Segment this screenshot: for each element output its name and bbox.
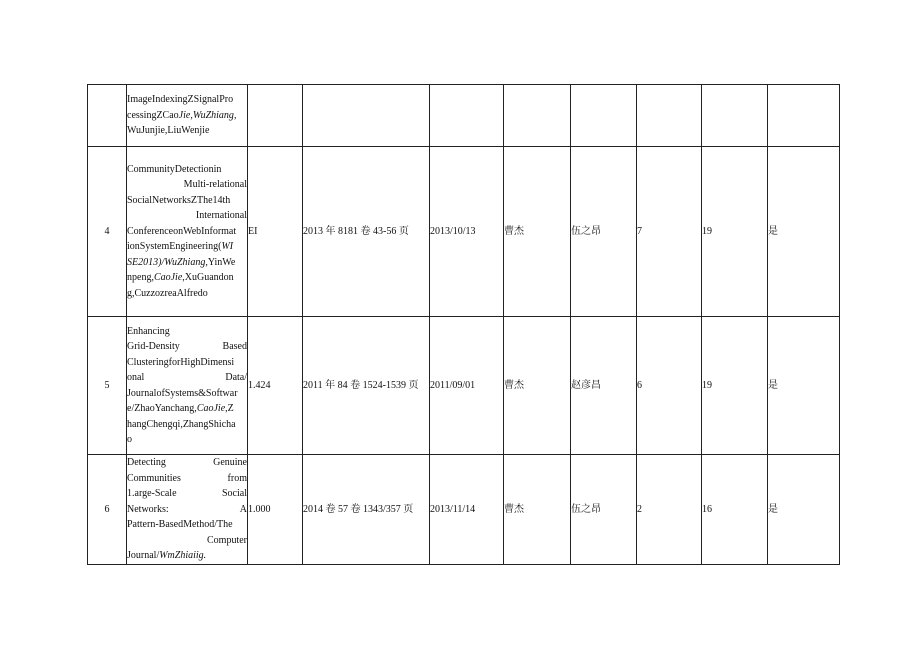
flag-cell (768, 85, 840, 147)
title-text: WuJunjie,LiuWenjie (127, 125, 210, 137)
title-line (127, 401, 247, 417)
title-line (127, 370, 247, 386)
title-text: cessingZCao (127, 109, 179, 121)
title-line (127, 208, 247, 224)
title-text: hangChengqi,ZhangShicha (127, 418, 236, 430)
title-text: onal Data/ (127, 372, 247, 383)
index-cell (248, 85, 303, 147)
title-text: ImageIndexingZSignalPro (127, 94, 234, 106)
flag-cell: 是 (768, 147, 840, 317)
count-b-cell: 19 (702, 147, 768, 317)
count-a-cell (637, 85, 702, 147)
contact-author-cell: 赵彦昌 (571, 317, 637, 455)
title-line (127, 270, 247, 286)
volume-pages-cell: 2014 卷 57 卷 1343/357 页 (303, 455, 430, 565)
row-number-cell: 5 (88, 317, 127, 455)
author-cell: 曹杰 (504, 455, 571, 565)
title-line (127, 517, 247, 533)
title-text: CommunityDetectionin (127, 163, 222, 175)
title-line (127, 92, 247, 108)
paper-title-cell (127, 455, 248, 565)
title-text: SE2013)/WuZhiang (127, 256, 206, 268)
title-text: Jie (178, 109, 191, 121)
row-number-cell (88, 85, 127, 147)
count-a-cell: 2 (637, 455, 702, 565)
title-line (127, 548, 247, 564)
title-line (127, 386, 247, 402)
contact-author-cell (571, 85, 637, 147)
row-number-cell: 6 (88, 455, 127, 565)
contact-author-cell: 伍之昂 (571, 147, 637, 317)
title-text: JournalofSystems&Softwar (127, 387, 238, 399)
title-line (127, 339, 247, 355)
index-cell: 1.000 (248, 455, 303, 565)
paper-title-cell (127, 317, 248, 455)
title-text: ,YinWe (205, 256, 236, 268)
author-cell: 曹杰 (504, 147, 571, 317)
title-line (127, 533, 247, 549)
title-text: Computer (207, 534, 247, 546)
title-text: ionSystemEngineering( (127, 241, 222, 253)
index-cell: EI (248, 147, 303, 317)
title-line (127, 177, 247, 193)
author-cell (504, 85, 571, 147)
title-text: Grid-Density Based (127, 341, 247, 352)
volume-pages-cell (303, 85, 430, 147)
title-text: npeng, (127, 272, 154, 284)
contact-author-cell: 伍之昂 (571, 455, 637, 565)
paper-title-cell (127, 85, 248, 147)
title-text: WmZhiaiig. (159, 550, 207, 561)
title-line (127, 193, 247, 209)
count-b-cell: 16 (702, 455, 768, 565)
title-line (127, 123, 247, 139)
table-row (88, 317, 840, 455)
title-text: ,Z (225, 403, 234, 414)
title-line (127, 455, 247, 471)
publication-table (87, 84, 840, 565)
title-text: g,CuzzozreaAlfredo (127, 287, 208, 299)
count-b-cell (702, 85, 768, 147)
author-cell: 曹杰 (504, 317, 571, 455)
publish-date-cell: 2011/09/01 (430, 317, 504, 455)
title-text: Multi-relational (183, 179, 247, 191)
title-line (127, 239, 247, 255)
flag-cell: 是 (768, 455, 840, 565)
title-line (127, 486, 247, 502)
title-line (127, 502, 247, 518)
title-text: CaoJie (153, 272, 183, 284)
title-text: Journal/ (127, 550, 160, 561)
title-text: ,XuGuandon (182, 272, 234, 284)
title-line (127, 324, 247, 340)
title-text: Detecting Genuine (127, 457, 247, 468)
row-number-cell: 4 (88, 147, 127, 317)
count-a-cell: 6 (637, 317, 702, 455)
volume-pages-cell: 2013 年 8181 卷 43-56 页 (303, 147, 430, 317)
title-text: Networks: A (127, 503, 247, 515)
title-line (127, 417, 247, 433)
title-text: ConferenceonWebInformat (127, 225, 237, 237)
title-line (127, 162, 247, 178)
volume-pages-cell: 2011 年 84 卷 1524-1539 页 (303, 317, 430, 455)
title-text: 1.arge-Scale Social (127, 488, 247, 499)
flag-cell: 是 (768, 317, 840, 455)
title-line (127, 432, 247, 448)
title-text: Communities from (127, 472, 247, 484)
title-text: WI (221, 241, 234, 253)
title-line (127, 108, 247, 124)
index-cell: 1.424 (248, 317, 303, 455)
table-row (88, 147, 840, 317)
title-line (127, 286, 247, 302)
title-text: Enhancing (127, 325, 170, 337)
count-a-cell: 7 (637, 147, 702, 317)
title-text: o (127, 434, 132, 445)
title-text: , (190, 109, 193, 121)
title-text: e/ZhaoYanchang, (127, 403, 197, 414)
table-row (88, 455, 840, 565)
title-text: Pattern-BasedMethod/The (127, 519, 233, 530)
title-line (127, 224, 247, 240)
title-text: WuZhiang (192, 109, 234, 121)
title-line (127, 355, 247, 371)
publish-date-cell (430, 85, 504, 147)
publish-date-cell: 2013/10/13 (430, 147, 504, 317)
title-text: CaoJie (196, 403, 226, 414)
title-line (127, 255, 247, 271)
title-line (127, 471, 247, 487)
paper-title-cell (127, 147, 248, 317)
title-text: ClusteringforHighDimensi (127, 356, 235, 368)
title-text: SocialNetworksZThe14th (127, 194, 231, 206)
title-text: International (195, 210, 247, 222)
table-row (88, 85, 840, 147)
count-b-cell: 19 (702, 317, 768, 455)
publish-date-cell: 2013/11/14 (430, 455, 504, 565)
title-text: , (233, 109, 237, 121)
